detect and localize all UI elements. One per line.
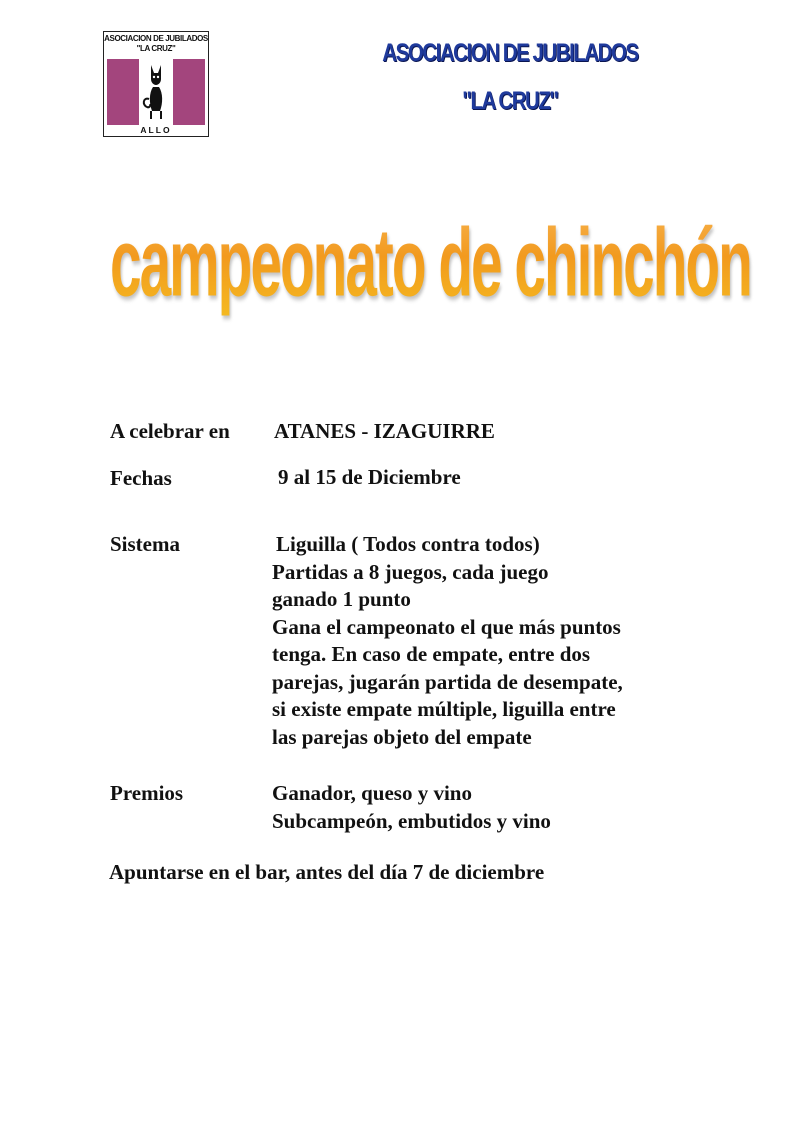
sistema-line: las parejas objeto del empate (272, 724, 532, 749)
logo-top-line-2: "LA CRUZ" (136, 44, 176, 53)
header-line-1: ASOCIACION DE JUBILADOS (382, 39, 638, 67)
logo-top-line-1: ASOCIACION DE JUBILADOS (104, 34, 208, 43)
fechas-label: Fechas (110, 466, 172, 490)
premios-line: Subcampeón, embutidos y vino (272, 808, 551, 833)
sistema-line: Liguilla ( Todos contra todos) (276, 532, 540, 556)
sistema-line: parejas, jugarán partida de desempate, (272, 669, 623, 694)
sistema-value (272, 531, 623, 751)
header-line-2: "LA CRUZ" (462, 87, 558, 115)
logo-top-text (104, 34, 208, 54)
cat-icon (139, 59, 173, 125)
title-wrap (110, 196, 751, 336)
association-header (362, 36, 657, 118)
sistema-line: si existe empate múltiple, liguilla entre (272, 697, 616, 721)
association-logo (103, 31, 209, 137)
logo-purple-left (107, 59, 139, 125)
signup-note: Apuntarse en el bar, antes del día 7 de diciembre (109, 860, 545, 884)
premios-line: Ganador, queso y vino (272, 781, 472, 805)
premios-label: Premios (110, 781, 184, 805)
lugar-label: A celebrar en (110, 419, 230, 443)
logo-purple-right (173, 59, 205, 125)
logo-bottom-text: ALLO (140, 125, 172, 135)
sistema-label: Sistema (110, 532, 180, 556)
sistema-line: tenga. En caso de empate, entre dos (272, 642, 591, 666)
sistema-line: ganado 1 punto (272, 587, 411, 611)
logo-band (107, 59, 205, 125)
sistema-line: Gana el campeonato el que más puntos (272, 614, 621, 639)
page-title: campeonato de chinchón (110, 196, 751, 330)
logo-cat-emblem (139, 59, 173, 125)
sistema-line: Partidas a 8 juegos, cada juego (272, 559, 549, 584)
premios-value (272, 780, 551, 835)
lugar-value: ATANES - IZAGUIRRE (274, 419, 495, 443)
fechas-value: 9 al 15 de Diciembre (278, 465, 461, 489)
